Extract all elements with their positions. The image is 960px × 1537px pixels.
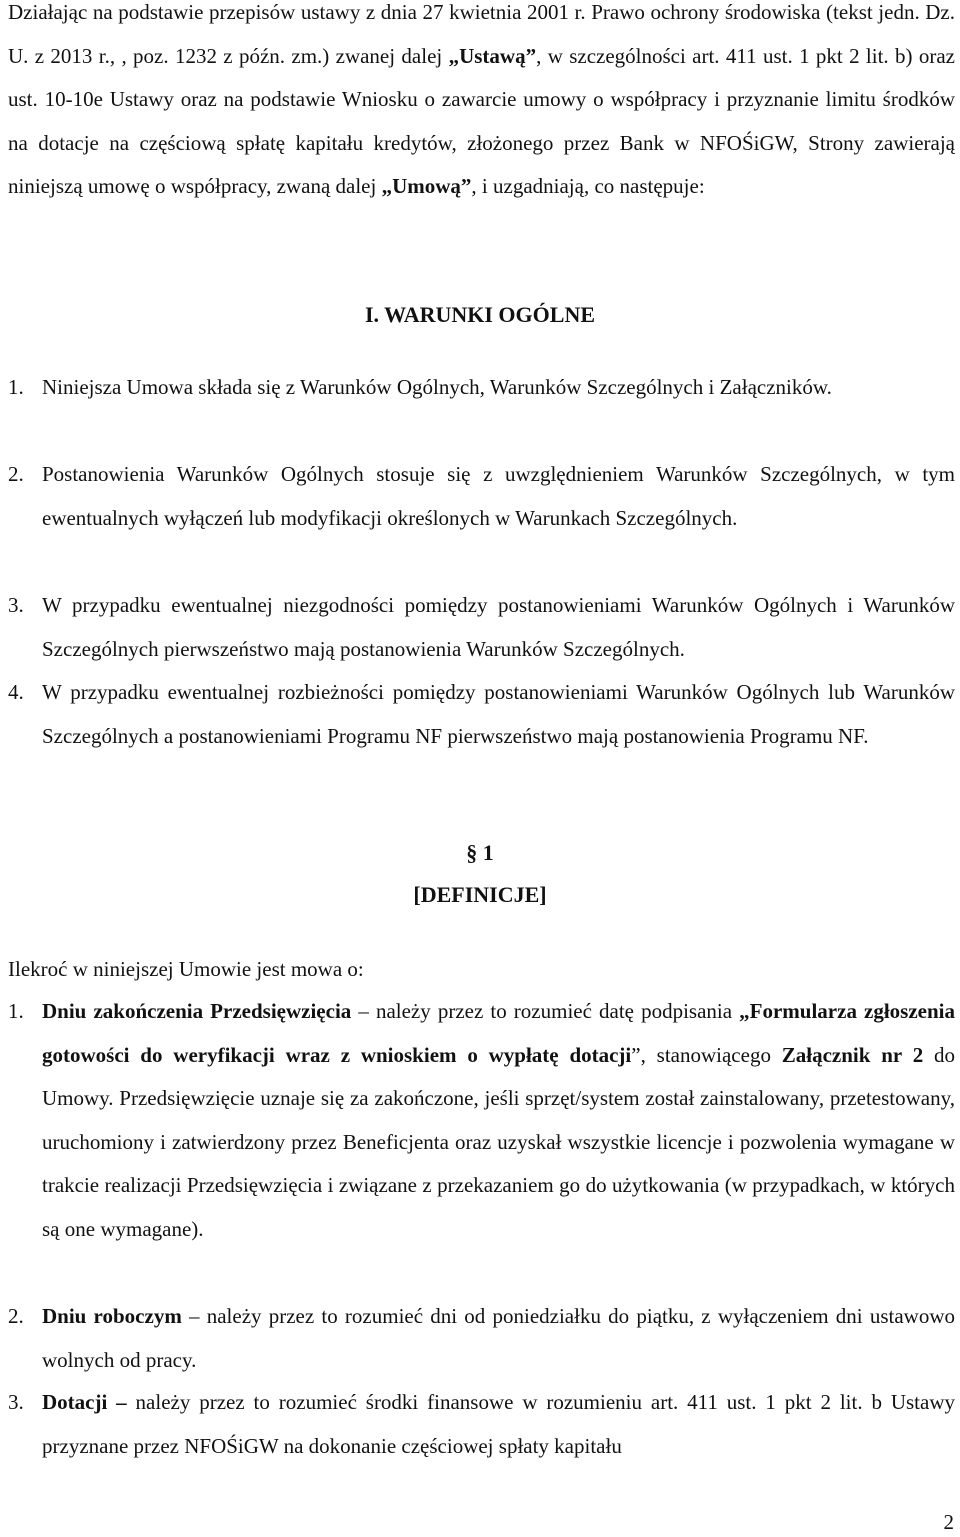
umowa-term: „Umową” [381, 174, 472, 199]
item-text: Postanowienia Warunków Ogólnych stosuje się z uwzględnieniem Warunków Szczególnych, w tym ewentualnych wyłączeń lub modyfikacji określonych w Warunkach Szczególnych. [42, 462, 955, 530]
item-number: 1. [8, 999, 24, 1023]
intro-text-2: , w szczególności art. 411 ust. 1 pkt 2 lit. b) oraz ust. 10-10e Ustawy oraz na podstawie Wniosku o zawarcie umowy o współpracy i przyznanie limitu środków na dotacje na częściową spłatę kapitału kredytów, złożonego przez Bank w NFOŚiGW, Strony zawierają niniejszą umowę o współpracy, zwaną dalej [8, 43, 955, 199]
item-text: W przypadku ewentualnej rozbieżności pomiędzy postanowieniami Warunków Ogólnych lub Warunków Szczególnych a postanowieniami Programu NF pierwszeństwo mają postanowienia Programu NF. [42, 680, 955, 748]
definition-text: należy przez to rozumieć środki finansowe w rozumieniu art. 411 ust. 1 pkt 2 lit. b Ustawy przyznane przez NFOŚiGW na dokonanie częściowej spłaty kapitału [42, 1390, 955, 1458]
general-terms-item-3 [8, 584, 955, 671]
definition-term: Dotacji – [42, 1390, 127, 1414]
ustawa-term: „Ustawą” [448, 43, 537, 68]
definitions-lead: Ilekroć w niniejszej Umowie jest mowa o: [8, 957, 364, 981]
definition-item-2 [8, 1295, 955, 1382]
definition-term: Dniu roboczym [42, 1304, 182, 1328]
item-text [42, 1381, 955, 1468]
general-terms-item-2 [8, 453, 955, 540]
definition-item-1 [8, 990, 955, 1252]
section-heading-warunki-ogolne: I. WARUNKI OGÓLNE [364, 302, 596, 327]
item-text [42, 990, 955, 1252]
item-number: 2. [8, 462, 24, 486]
item-number: 4. [8, 680, 24, 704]
paragraph-sign: § 1 [466, 840, 494, 865]
definition-text: – należy przez to rozumieć datę podpisania [351, 999, 740, 1023]
definition-text: – należy przez to rozumieć dni od poniedziałku do piątku, z wyłączeniem dni ustawowo wolnych od pracy. [42, 1304, 955, 1372]
item-number: 2. [8, 1304, 24, 1328]
general-terms-item-1 [8, 366, 955, 410]
intro-paragraph [8, 0, 955, 209]
form-name: „Formularza zgłoszenia gotowości do weryfikacji wraz z wnioskiem o wypłatę dotacji [42, 999, 956, 1067]
item-number: 1. [8, 375, 24, 399]
section-heading-definicje: [DEFINICJE] [413, 882, 547, 907]
intro-text-1: Działając na podstawie przepisów ustawy z dnia 27 kwietnia 2001 r. Prawo ochrony środowiska (tekst jedn. Dz. U. z 2013 r., , poz. 1232 z późn. zm.) zwanej dalej [8, 0, 955, 68]
item-number: 3. [8, 1390, 24, 1414]
item-text [42, 1295, 955, 1382]
definition-text: ”, stanowiącego [631, 1042, 782, 1067]
definition-text: do Umowy. Przedsięwzięcie uznaje się za zakończone, jeśli sprzęt/system został zainstalowany, przetestowany, uruchomiony i zatwierdzony przez Beneficjenta oraz uzyskał wszystkie licencje i pozwolenia wymagane w trakcie realizacji Przedsięwzięcia i związane z przekazaniem go do użytkowania (w przypadkach, w których są one wymagane). [42, 1042, 956, 1241]
general-terms-item-4 [8, 671, 955, 758]
definition-term: Dniu zakończenia Przedsięwzięcia [42, 999, 352, 1023]
page-number: 2 [943, 1510, 954, 1534]
item-number: 3. [8, 593, 24, 617]
item-text: Niniejsza Umowa składa się z Warunków Ogólnych, Warunków Szczególnych i Załączników. [42, 375, 832, 399]
annex-reference: Załącznik nr 2 [781, 1042, 924, 1067]
intro-text-3: , i uzgadniają, co następuje: [471, 174, 705, 199]
definition-item-3 [8, 1381, 955, 1468]
item-text: W przypadku ewentualnej niezgodności pomiędzy postanowieniami Warunków Ogólnych i Warunków Szczególnych pierwszeństwo mają postanowienia Warunków Szczególnych. [42, 593, 955, 661]
